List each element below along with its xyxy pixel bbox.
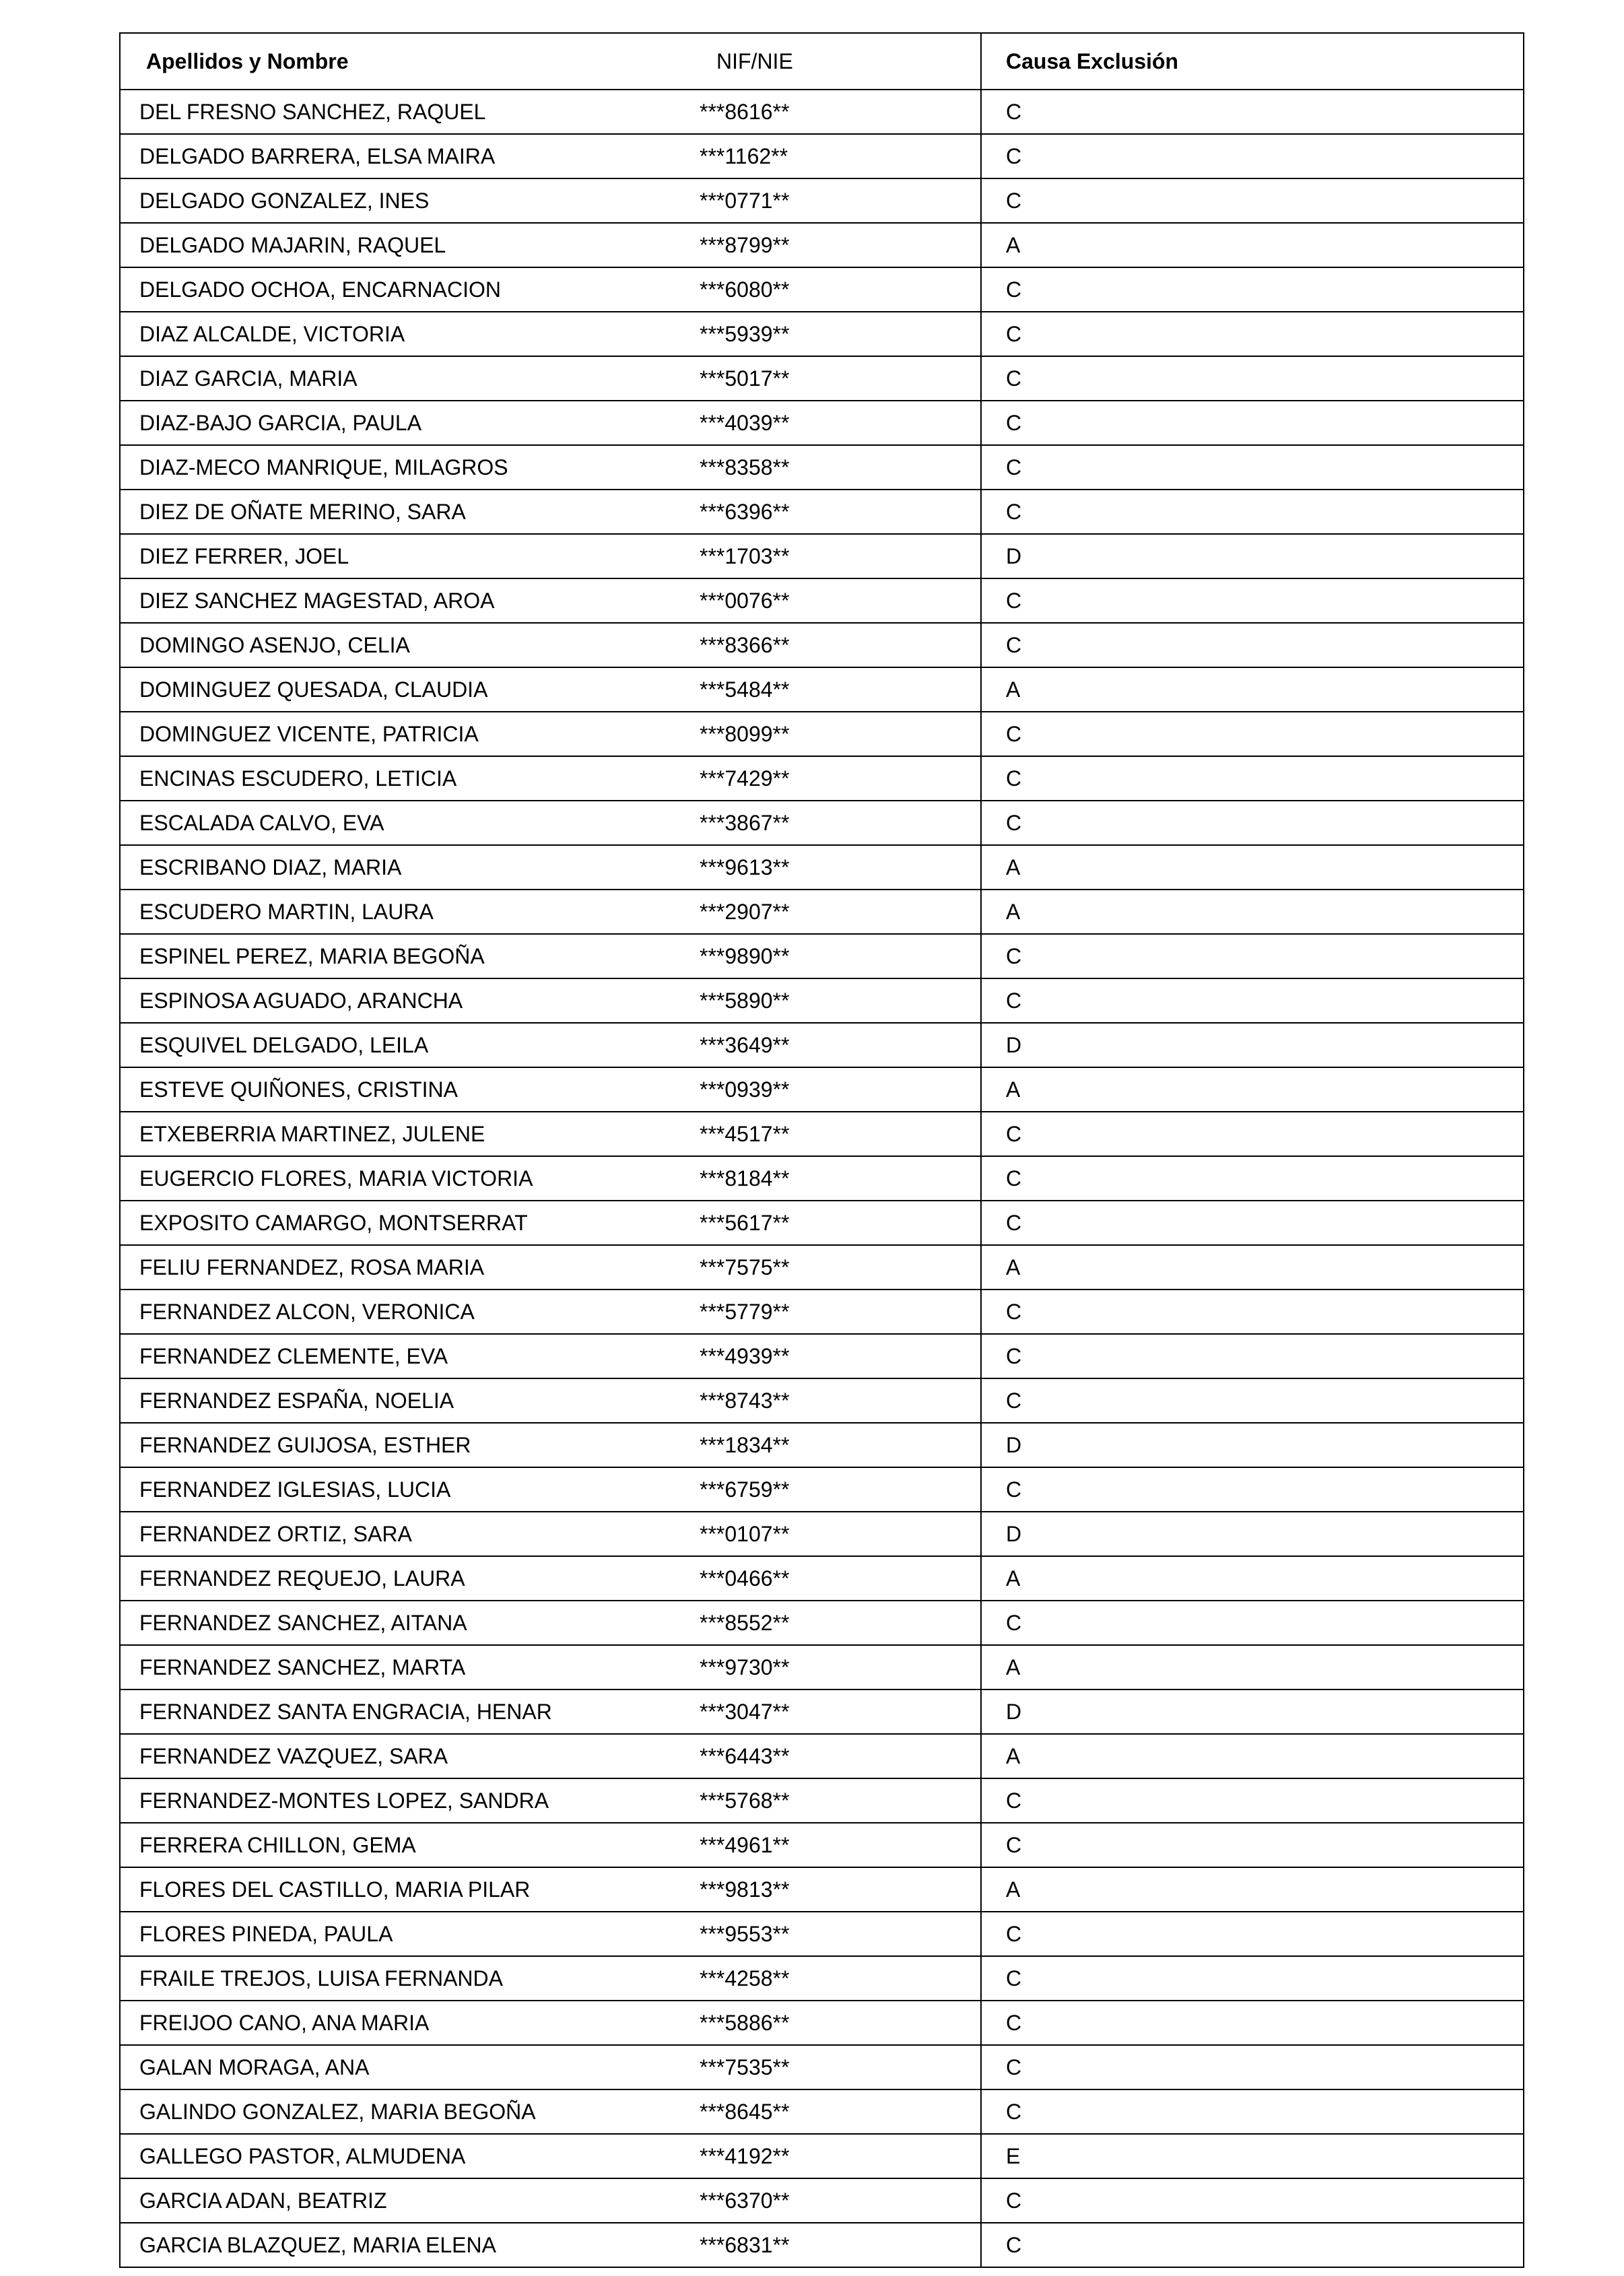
table-row [121, 1601, 1523, 1646]
table-row [121, 1957, 1523, 2001]
applicant-name: ESPINEL PEREZ, MARIA BEGOÑA [139, 943, 485, 968]
applicant-nif: ***6080** [700, 277, 790, 302]
name-cell [121, 1957, 980, 2000]
name-cell [121, 1068, 980, 1111]
applicant-nif: ***9813** [700, 1877, 790, 1902]
name-cell [121, 1779, 980, 1822]
applicant-nif: ***0107** [700, 1521, 790, 1546]
table-row [121, 1690, 1523, 1735]
applicant-name: FERNANDEZ REQUEJO, LAURA [139, 1566, 465, 1591]
exclusion-cause: C [980, 624, 1523, 667]
applicant-name: ESCRIBANO DIAZ, MARIA [139, 855, 402, 879]
exclusion-cause: C [980, 1290, 1523, 1333]
applicant-name: GARCIA BLAZQUEZ, MARIA ELENA [139, 2232, 496, 2257]
exclusion-cause: A [980, 1646, 1523, 1689]
applicant-name: ETXEBERRIA MARTINEZ, JULENE [139, 1121, 485, 1146]
applicant-nif: ***5017** [700, 366, 790, 391]
applicant-name: ESQUIVEL DELGADO, LEILA [139, 1032, 429, 1057]
exclusion-cause: C [980, 1335, 1523, 1378]
name-cell [121, 2046, 980, 2089]
applicant-nif: ***4258** [700, 1966, 790, 1990]
name-cell [121, 935, 980, 978]
applicant-nif: ***4939** [700, 1343, 790, 1368]
applicant-nif: ***9730** [700, 1654, 790, 1679]
exclusion-cause: C [980, 801, 1523, 844]
name-cell [121, 757, 980, 800]
name-cell [121, 624, 980, 667]
applicant-name: DIAZ-BAJO GARCIA, PAULA [139, 410, 422, 435]
table-row [121, 1779, 1523, 1823]
table-row [121, 446, 1523, 490]
table-row [121, 268, 1523, 312]
table-row [121, 2001, 1523, 2046]
applicant-nif: ***3649** [700, 1032, 790, 1057]
table-row [121, 801, 1523, 846]
exclusion-cause: C [980, 490, 1523, 533]
name-cell [121, 1468, 980, 1511]
table-row [121, 535, 1523, 579]
applicant-name: EXPOSITO CAMARGO, MONTSERRAT [139, 1210, 528, 1235]
applicant-nif: ***0939** [700, 1077, 790, 1102]
applicant-nif: ***9613** [700, 855, 790, 879]
applicant-name: DIEZ DE OÑATE MERINO, SARA [139, 499, 466, 524]
exclusion-cause: D [980, 1512, 1523, 1555]
exclusion-cause: C [980, 312, 1523, 356]
applicant-name: EUGERCIO FLORES, MARIA VICTORIA [139, 1166, 533, 1191]
exclusion-cause: C [980, 2046, 1523, 2089]
table-row [121, 579, 1523, 624]
table-row [121, 2223, 1523, 2268]
table-row [121, 624, 1523, 668]
name-cell [121, 446, 980, 489]
applicant-nif: ***8184** [700, 1166, 790, 1191]
applicant-name: FERNANDEZ GUIJOSA, ESTHER [139, 1432, 471, 1457]
table-row [121, 1646, 1523, 1690]
applicant-name: DELGADO MAJARIN, RAQUEL [139, 232, 446, 257]
name-cell [121, 1823, 980, 1867]
applicant-name: GALLEGO PASTOR, ALMUDENA [139, 2143, 466, 2168]
applicant-nif: ***8099** [700, 721, 790, 746]
exclusion-cause: A [980, 1557, 1523, 1600]
applicant-name: DELGADO GONZALEZ, INES [139, 188, 430, 213]
table-row [121, 1112, 1523, 1157]
exclusion-cause: A [980, 224, 1523, 267]
applicant-name: DIAZ GARCIA, MARIA [139, 366, 358, 391]
applicant-name: DOMINGO ASENJO, CELIA [139, 632, 410, 657]
applicant-name: GALAN MORAGA, ANA [139, 2054, 370, 2079]
applicant-nif: ***8552** [700, 1610, 790, 1635]
header-name: Apellidos y Nombre [146, 48, 349, 73]
table-row [121, 1201, 1523, 1246]
name-cell [121, 224, 980, 267]
exclusion-cause: D [980, 535, 1523, 578]
exclusion-cause: C [980, 401, 1523, 444]
applicant-name: DIAZ ALCALDE, VICTORIA [139, 321, 405, 346]
header-name-cell [121, 34, 980, 89]
applicant-name: DIEZ FERRER, JOEL [139, 543, 349, 568]
name-cell [121, 1646, 980, 1689]
table-row [121, 1512, 1523, 1557]
table-row [121, 1290, 1523, 1335]
name-cell [121, 90, 980, 133]
applicant-name: DOMINGUEZ VICENTE, PATRICIA [139, 721, 479, 746]
exclusion-cause: E [980, 2135, 1523, 2178]
exclusion-cause: C [980, 579, 1523, 622]
applicant-name: FLORES DEL CASTILLO, MARIA PILAR [139, 1877, 531, 1902]
applicant-name: FERNANDEZ-MONTES LOPEZ, SANDRA [139, 1788, 549, 1813]
applicant-nif: ***5779** [700, 1299, 790, 1324]
name-cell [121, 1601, 980, 1644]
table-row [121, 1912, 1523, 1957]
name-cell [121, 1335, 980, 1378]
name-cell [121, 357, 980, 400]
applicant-nif: ***6759** [700, 1477, 790, 1502]
name-cell [121, 1735, 980, 1778]
exclusion-cause: C [980, 1957, 1523, 2000]
applicant-name: FELIU FERNANDEZ, ROSA MARIA [139, 1254, 485, 1279]
applicant-name: DEL FRESNO SANCHEZ, RAQUEL [139, 99, 486, 124]
applicant-nif: ***5886** [700, 2010, 790, 2035]
applicant-name: ESPINOSA AGUADO, ARANCHA [139, 988, 463, 1013]
exclusion-cause: A [980, 1868, 1523, 1911]
applicant-nif: ***5939** [700, 321, 790, 346]
applicant-name: FERNANDEZ ALCON, VERONICA [139, 1299, 475, 1324]
name-cell [121, 1424, 980, 1467]
table-row [121, 935, 1523, 979]
name-cell [121, 1201, 980, 1244]
table-row [121, 135, 1523, 179]
applicant-nif: ***5617** [700, 1210, 790, 1235]
exclusion-cause: A [980, 1735, 1523, 1778]
applicant-name: DELGADO OCHOA, ENCARNACION [139, 277, 501, 302]
exclusion-cause: A [980, 1068, 1523, 1111]
exclusion-cause: C [980, 1112, 1523, 1156]
name-cell [121, 179, 980, 222]
table-row [121, 2046, 1523, 2090]
table-row [121, 312, 1523, 357]
exclusion-cause: D [980, 1024, 1523, 1067]
name-cell [121, 668, 980, 711]
exclusion-cause: D [980, 1424, 1523, 1467]
table-row [121, 401, 1523, 446]
applicant-nif: ***8743** [700, 1388, 790, 1413]
exclusion-cause: C [980, 712, 1523, 756]
applicant-nif: ***0076** [700, 588, 790, 613]
exclusion-cause: C [980, 90, 1523, 133]
name-cell [121, 2223, 980, 2267]
applicant-name: FREIJOO CANO, ANA MARIA [139, 2010, 430, 2035]
applicant-nif: ***8616** [700, 99, 790, 124]
table-row [121, 1557, 1523, 1601]
table-row [121, 1246, 1523, 1290]
applicant-nif: ***5890** [700, 988, 790, 1013]
name-cell [121, 490, 980, 533]
exclusion-cause: C [980, 1823, 1523, 1867]
table-header-row [121, 34, 1523, 90]
applicant-name: FLORES PINEDA, PAULA [139, 1921, 393, 1946]
header-cause: Causa Exclusión [980, 34, 1523, 89]
applicant-name: FERNANDEZ SANCHEZ, MARTA [139, 1654, 466, 1679]
exclusion-cause: C [980, 2223, 1523, 2267]
applicant-nif: ***7535** [700, 2054, 790, 2079]
applicant-nif: ***9553** [700, 1921, 790, 1946]
applicant-nif: ***6443** [700, 1743, 790, 1768]
applicant-name: FRAILE TREJOS, LUISA FERNANDA [139, 1966, 503, 1990]
applicant-name: GALINDO GONZALEZ, MARIA BEGOÑA [139, 2099, 536, 2124]
exclusion-cause: A [980, 890, 1523, 933]
applicant-name: FERNANDEZ CLEMENTE, EVA [139, 1343, 448, 1368]
applicant-name: ESCUDERO MARTIN, LAURA [139, 899, 434, 924]
applicant-nif: ***1703** [700, 543, 790, 568]
applicant-name: ENCINAS ESCUDERO, LETICIA [139, 766, 457, 791]
table-row [121, 1157, 1523, 1201]
name-cell [121, 1157, 980, 1200]
table-row [121, 668, 1523, 712]
exclusion-cause: A [980, 846, 1523, 889]
table-row [121, 490, 1523, 535]
applicant-nif: ***5768** [700, 1788, 790, 1813]
exclusion-cause: C [980, 1201, 1523, 1244]
table-row [121, 1735, 1523, 1779]
name-cell [121, 2001, 980, 2044]
applicant-name: FERNANDEZ SANTA ENGRACIA, HENAR [139, 1699, 552, 1724]
exclusion-cause: D [980, 1690, 1523, 1733]
applicant-nif: ***1162** [700, 143, 788, 168]
applicant-nif: ***0466** [700, 1566, 790, 1591]
applicant-nif: ***4961** [700, 1832, 790, 1857]
applicant-nif: ***3867** [700, 810, 790, 835]
table-row [121, 1468, 1523, 1512]
applicant-nif: ***8366** [700, 632, 790, 657]
table-row [121, 757, 1523, 801]
applicant-nif: ***1834** [700, 1432, 790, 1457]
name-cell [121, 1024, 980, 1067]
table-row [121, 224, 1523, 268]
applicant-name: FERNANDEZ SANCHEZ, AITANA [139, 1610, 467, 1635]
table-row [121, 1424, 1523, 1468]
table-row [121, 2135, 1523, 2179]
exclusion-cause: C [980, 1601, 1523, 1644]
applicant-name: FERNANDEZ ESPAÑA, NOELIA [139, 1388, 454, 1413]
table-row [121, 357, 1523, 401]
exclusion-cause: C [980, 935, 1523, 978]
applicant-nif: ***7575** [700, 1254, 790, 1279]
applicant-nif: ***0771** [700, 188, 790, 213]
applicant-name: FERRERA CHILLON, GEMA [139, 1832, 416, 1857]
name-cell [121, 1379, 980, 1422]
exclusion-cause: A [980, 668, 1523, 711]
table-row [121, 979, 1523, 1024]
table-row [121, 1335, 1523, 1379]
applicant-nif: ***4039** [700, 410, 790, 435]
name-cell [121, 1112, 980, 1156]
name-cell [121, 401, 980, 444]
name-cell [121, 535, 980, 578]
table-row [121, 1379, 1523, 1424]
applicant-nif: ***6396** [700, 499, 790, 524]
applicant-name: ESTEVE QUIÑONES, CRISTINA [139, 1077, 458, 1102]
applicant-name: FERNANDEZ ORTIZ, SARA [139, 1521, 412, 1546]
header-nif: NIF/NIE [716, 48, 793, 73]
applicant-name: DOMINGUEZ QUESADA, CLAUDIA [139, 677, 488, 702]
exclusion-cause: C [980, 446, 1523, 489]
applicant-name: GARCIA ADAN, BEATRIZ [139, 2188, 387, 2213]
name-cell [121, 2135, 980, 2178]
name-cell [121, 1290, 980, 1333]
applicant-name: ESCALADA CALVO, EVA [139, 810, 384, 835]
exclusion-cause: C [980, 179, 1523, 222]
applicant-nif: ***8358** [700, 455, 790, 479]
exclusion-cause: A [980, 1246, 1523, 1289]
applicant-name: FERNANDEZ VAZQUEZ, SARA [139, 1743, 448, 1768]
applicant-name: DIAZ-MECO MANRIQUE, MILAGROS [139, 455, 508, 479]
name-cell [121, 1512, 980, 1555]
name-cell [121, 846, 980, 889]
name-cell [121, 312, 980, 356]
name-cell [121, 801, 980, 844]
name-cell [121, 1690, 980, 1733]
name-cell [121, 890, 980, 933]
table-row [121, 179, 1523, 224]
table-row [121, 1068, 1523, 1112]
applicant-nif: ***6370** [700, 2188, 790, 2213]
name-cell [121, 979, 980, 1022]
exclusion-cause: C [980, 1379, 1523, 1422]
table-row [121, 846, 1523, 890]
exclusion-cause: C [980, 135, 1523, 178]
exclusion-cause: C [980, 1912, 1523, 1955]
table-row [121, 1823, 1523, 1868]
exclusion-cause: C [980, 1468, 1523, 1511]
exclusion-cause: C [980, 2090, 1523, 2133]
applicant-nif: ***5484** [700, 677, 790, 702]
table-body [121, 90, 1523, 2268]
exclusion-cause: C [980, 2001, 1523, 2044]
exclusion-cause: C [980, 1157, 1523, 1200]
exclusion-cause: C [980, 757, 1523, 800]
table-row [121, 2090, 1523, 2135]
name-cell [121, 1912, 980, 1955]
exclusion-cause: C [980, 1779, 1523, 1822]
exclusion-table [119, 32, 1524, 2268]
name-cell [121, 1868, 980, 1911]
table-row [121, 1024, 1523, 1068]
name-cell [121, 1557, 980, 1600]
exclusion-cause: C [980, 2179, 1523, 2222]
exclusion-cause: C [980, 979, 1523, 1022]
applicant-nif: ***3047** [700, 1699, 790, 1724]
name-cell [121, 579, 980, 622]
table-row [121, 890, 1523, 935]
name-cell [121, 268, 980, 311]
applicant-name: DELGADO BARRERA, ELSA MAIRA [139, 143, 496, 168]
applicant-nif: ***9890** [700, 943, 790, 968]
exclusion-cause: C [980, 268, 1523, 311]
name-cell [121, 2090, 980, 2133]
table-row [121, 2179, 1523, 2223]
applicant-nif: ***8645** [700, 2099, 790, 2124]
applicant-name: DIEZ SANCHEZ MAGESTAD, AROA [139, 588, 495, 613]
table-row [121, 1868, 1523, 1912]
applicant-nif: ***8799** [700, 232, 790, 257]
exclusion-cause: C [980, 357, 1523, 400]
applicant-nif: ***4517** [700, 1121, 790, 1146]
applicant-nif: ***6831** [700, 2232, 790, 2257]
applicant-nif: ***4192** [700, 2143, 790, 2168]
table-row [121, 712, 1523, 757]
table-row [121, 90, 1523, 135]
applicant-nif: ***7429** [700, 766, 790, 791]
name-cell [121, 712, 980, 756]
name-cell [121, 135, 980, 178]
applicant-nif: ***2907** [700, 899, 790, 924]
name-cell [121, 2179, 980, 2222]
name-cell [121, 1246, 980, 1289]
applicant-name: FERNANDEZ IGLESIAS, LUCIA [139, 1477, 451, 1502]
